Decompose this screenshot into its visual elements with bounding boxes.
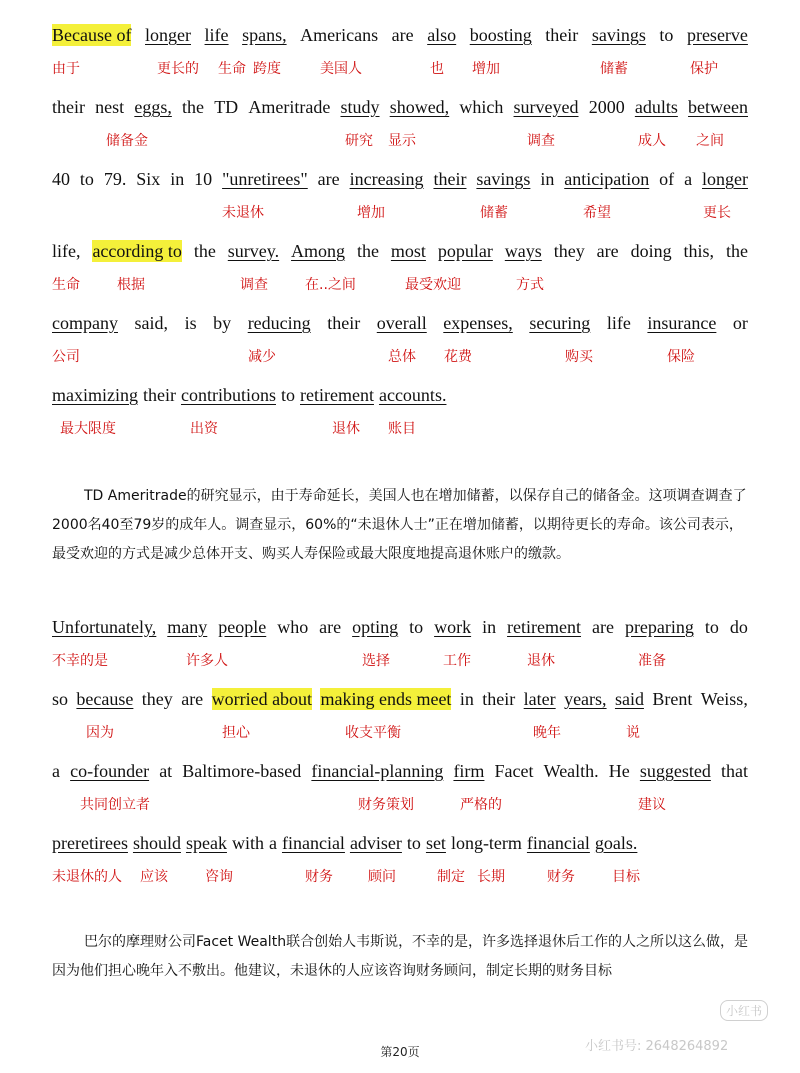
word: that	[721, 761, 748, 781]
chinese-gloss: 总体	[388, 349, 416, 365]
underlined-word: firm	[453, 761, 485, 781]
word: to	[659, 25, 674, 45]
underlined-word: popular	[437, 241, 493, 261]
highlighted-phrase: worried about	[211, 689, 313, 709]
underlined-word: Unfortunately,	[52, 617, 157, 637]
underlined-word: financial	[281, 833, 345, 853]
underlined-word: co-founder	[70, 761, 150, 781]
underlined-word: also	[427, 25, 457, 45]
chinese-gloss: 财务	[305, 869, 333, 885]
chinese-gloss: 最大限度	[60, 421, 116, 437]
chinese-gloss: 由于	[52, 61, 80, 77]
page-number: 第20页	[380, 1045, 420, 1059]
word: they	[553, 241, 585, 261]
word: 40	[52, 169, 70, 189]
chinese-gloss: 方式	[516, 277, 544, 293]
chinese-gloss: 花费	[444, 349, 472, 365]
underlined-word: survey.	[227, 241, 280, 261]
chinese-gloss: 调查	[240, 277, 268, 293]
underlined-word: set	[425, 833, 446, 853]
word: in	[459, 689, 474, 709]
underlined-word: spans,	[242, 25, 287, 45]
chinese-gloss: 共同创立者	[80, 797, 150, 813]
underlined-word: suggested	[639, 761, 711, 781]
word: of	[659, 169, 675, 189]
chinese-gloss: 保护	[690, 61, 718, 77]
underlined-word: their	[433, 169, 467, 189]
word: He	[608, 761, 630, 781]
highlighted-phrase: making ends meet	[320, 689, 452, 709]
word: Brent	[652, 689, 693, 709]
chinese-gloss: 在..之间	[305, 277, 356, 293]
word: are	[317, 169, 340, 189]
word: to	[409, 617, 424, 637]
word: 79.	[103, 169, 127, 189]
chinese-gloss: 更长的	[157, 61, 199, 77]
chinese-gloss: 出资	[190, 421, 218, 437]
underlined-word: between	[688, 97, 748, 117]
underlined-word: should	[132, 833, 181, 853]
chinese-gloss: 担心	[222, 725, 250, 741]
word: a	[52, 761, 60, 781]
underlined-word: securing	[529, 313, 591, 333]
highlighted-phrase: according to	[92, 241, 182, 261]
word: said,	[134, 313, 169, 333]
english-line	[52, 24, 748, 46]
chinese-gloss: 因为	[86, 725, 114, 741]
chinese-translation-paragraph-2: 巴尔的摩理财公司Facet Wealth联合创始人韦斯说，不幸的是，许多选择退休后工作的人之所以这么做，是因为他们担心晚年入不敷出。他建议，未退休的人应该咨询财务顾问，制定长期的财务目标	[52, 934, 749, 979]
underlined-word: work	[434, 617, 472, 637]
chinese-gloss: 保险	[667, 349, 695, 365]
word: so	[52, 689, 69, 709]
chinese-gloss: 应该	[140, 869, 168, 885]
english-line	[52, 760, 748, 782]
underlined-word: savings	[591, 25, 646, 45]
chinese-gloss: 顾问	[368, 869, 396, 885]
underlined-word: reducing	[247, 313, 311, 333]
underlined-word: company	[52, 313, 118, 333]
chinese-gloss: 购买	[565, 349, 593, 365]
word: with	[231, 833, 264, 853]
underlined-word: because	[76, 689, 134, 709]
english-line	[52, 96, 748, 118]
word: at	[159, 761, 173, 781]
word: their	[482, 689, 516, 709]
underlined-word: goals.	[594, 833, 638, 853]
word: life	[606, 313, 631, 333]
chinese-gloss: 最受欢迎	[405, 277, 461, 293]
watermark-badge: 小红书	[720, 1000, 768, 1021]
chinese-gloss: 退休	[332, 421, 360, 437]
english-line	[52, 384, 748, 406]
underlined-word: preretirees	[52, 833, 128, 853]
english-line	[52, 688, 748, 710]
underlined-word: anticipation	[564, 169, 650, 189]
chinese-gloss: 也	[430, 61, 444, 77]
chinese-gloss: 工作	[443, 653, 471, 669]
chinese-gloss: 更长	[703, 205, 731, 221]
word: Americans	[300, 25, 379, 45]
underlined-word: surveyed	[513, 97, 579, 117]
underlined-word: showed,	[389, 97, 450, 117]
underlined-word: savings	[476, 169, 531, 189]
chinese-gloss: 不幸的是	[52, 653, 108, 669]
chinese-gloss: 公司	[52, 349, 80, 365]
underlined-word: insurance	[647, 313, 717, 333]
english-line	[52, 616, 748, 638]
word: their	[52, 97, 85, 117]
chinese-gloss: 收支平衡	[345, 725, 401, 741]
underlined-word: opting	[352, 617, 399, 637]
word: a	[268, 833, 277, 853]
chinese-gloss: 生命	[52, 277, 80, 293]
chinese-gloss: 账目	[388, 421, 416, 437]
word: the	[356, 241, 379, 261]
word: they	[141, 689, 173, 709]
chinese-gloss: 选择	[362, 653, 390, 669]
english-line	[52, 312, 748, 334]
underlined-word: many	[167, 617, 208, 637]
underlined-word: people	[218, 617, 267, 637]
underlined-word: adviser	[349, 833, 402, 853]
chinese-gloss: 未退休	[222, 205, 264, 221]
underlined-word: expenses,	[443, 313, 513, 333]
underlined-word: overall	[376, 313, 427, 333]
word: their	[327, 313, 361, 333]
underlined-word: ways	[504, 241, 542, 261]
underlined-word: eggs,	[134, 97, 172, 117]
underlined-word: preparing	[624, 617, 694, 637]
chinese-gloss: 财务	[547, 869, 575, 885]
word: doing	[630, 241, 672, 261]
underlined-word: accounts.	[378, 385, 447, 405]
word: by	[213, 313, 232, 333]
underlined-word: preserve	[686, 25, 748, 45]
chinese-gloss: 根据	[117, 277, 145, 293]
word: their	[142, 385, 176, 405]
underlined-word: years,	[564, 689, 607, 709]
word: life,	[52, 241, 81, 261]
word: Baltimore-based	[182, 761, 302, 781]
chinese-gloss: 建议	[638, 797, 666, 813]
chinese-gloss: 跨度	[253, 61, 281, 77]
chinese-gloss: 希望	[583, 205, 611, 221]
chinese-gloss: 储蓄	[480, 205, 508, 221]
word: is	[184, 313, 197, 333]
chinese-gloss: 财务策划	[358, 797, 414, 813]
chinese-gloss: 说	[626, 725, 640, 741]
underlined-word: Among	[291, 241, 346, 261]
underlined-word: retirement	[507, 617, 582, 637]
underlined-word: life	[204, 25, 229, 45]
chinese-translation-paragraph-1: TD Ameritrade的研究显示，由于寿命延长，美国人也在增加储蓄，以保存自己的储备金。这项调查调查了2000名40至79岁的成年人。调查显示，60%的“未退休人士”正在增加储蓄，以期待更长的寿命。该公司表示，最受欢迎的方式是减少总体开支、购买人寿保险或最大限度地提高退休账户的缴款。	[52, 488, 747, 562]
word: in	[170, 169, 185, 189]
word: a	[684, 169, 693, 189]
chinese-gloss: 退休	[527, 653, 555, 669]
word: or	[732, 313, 748, 333]
highlighted-phrase: Because of	[52, 25, 132, 45]
chinese-gloss: 减少	[248, 349, 276, 365]
underlined-word: financial-planning	[311, 761, 444, 781]
word: which	[459, 97, 504, 117]
underlined-word: said	[614, 689, 644, 709]
word: who	[277, 617, 309, 637]
word: Wealth.	[543, 761, 599, 781]
chinese-gloss: 调查	[527, 133, 555, 149]
underlined-word: adults	[634, 97, 678, 117]
chinese-gloss: 目标	[612, 869, 640, 885]
word: to	[704, 617, 719, 637]
chinese-gloss: 咨询	[205, 869, 233, 885]
chinese-gloss: 美国人	[320, 61, 362, 77]
underlined-word: retirement	[300, 385, 374, 405]
underlined-word: longer	[145, 25, 191, 45]
chinese-gloss: 增加	[472, 61, 500, 77]
chinese-gloss: 长期	[477, 869, 505, 885]
english-line	[52, 240, 748, 262]
word: Facet	[494, 761, 534, 781]
chinese-gloss: 增加	[357, 205, 385, 221]
english-line	[52, 832, 748, 854]
chinese-gloss: 严格的	[460, 797, 502, 813]
chinese-gloss: 成人	[638, 133, 666, 149]
chinese-gloss: 储蓄	[600, 61, 628, 77]
chinese-gloss: 准备	[638, 653, 666, 669]
word: Weiss,	[700, 689, 748, 709]
word: their	[545, 25, 579, 45]
word: are	[181, 689, 204, 709]
watermark-account: 小红书号: 2648264892	[585, 1039, 729, 1054]
underlined-word: later	[523, 689, 556, 709]
word: are	[391, 25, 414, 45]
word: 2000	[588, 97, 625, 117]
chinese-gloss: 显示	[388, 133, 416, 149]
word: the	[726, 241, 748, 261]
underlined-word: study	[340, 97, 380, 117]
underlined-word: longer	[702, 169, 748, 189]
word: the	[193, 241, 216, 261]
word: are	[591, 617, 614, 637]
word: 10	[194, 169, 213, 189]
word: this,	[683, 241, 715, 261]
underlined-word: increasing	[349, 169, 424, 189]
word: are	[319, 617, 342, 637]
word: Ameritrade	[248, 97, 331, 117]
underlined-word: most	[390, 241, 426, 261]
underlined-word: "unretirees"	[222, 169, 308, 189]
word: are	[596, 241, 619, 261]
chinese-gloss: 生命	[218, 61, 246, 77]
word: to	[280, 385, 295, 405]
chinese-gloss: 研究	[345, 133, 373, 149]
chinese-gloss: 许多人	[186, 653, 228, 669]
word: to	[406, 833, 421, 853]
word: in	[540, 169, 555, 189]
underlined-word: boosting	[469, 25, 532, 45]
word: Six	[136, 169, 161, 189]
chinese-gloss: 制定	[437, 869, 465, 885]
word: do	[729, 617, 748, 637]
chinese-gloss: 未退休的人	[52, 869, 122, 885]
underlined-word: financial	[526, 833, 590, 853]
chinese-gloss: 之间	[696, 133, 724, 149]
underlined-word: contributions	[180, 385, 276, 405]
underlined-word: speak	[185, 833, 227, 853]
word: long-term	[450, 833, 522, 853]
word: TD	[214, 97, 239, 117]
word: the	[182, 97, 205, 117]
chinese-gloss: 晚年	[533, 725, 561, 741]
word: nest	[95, 97, 125, 117]
word: in	[482, 617, 497, 637]
english-line	[52, 168, 748, 190]
word: to	[79, 169, 94, 189]
underlined-word: maximizing	[52, 385, 138, 405]
chinese-gloss: 储备金	[106, 133, 148, 149]
